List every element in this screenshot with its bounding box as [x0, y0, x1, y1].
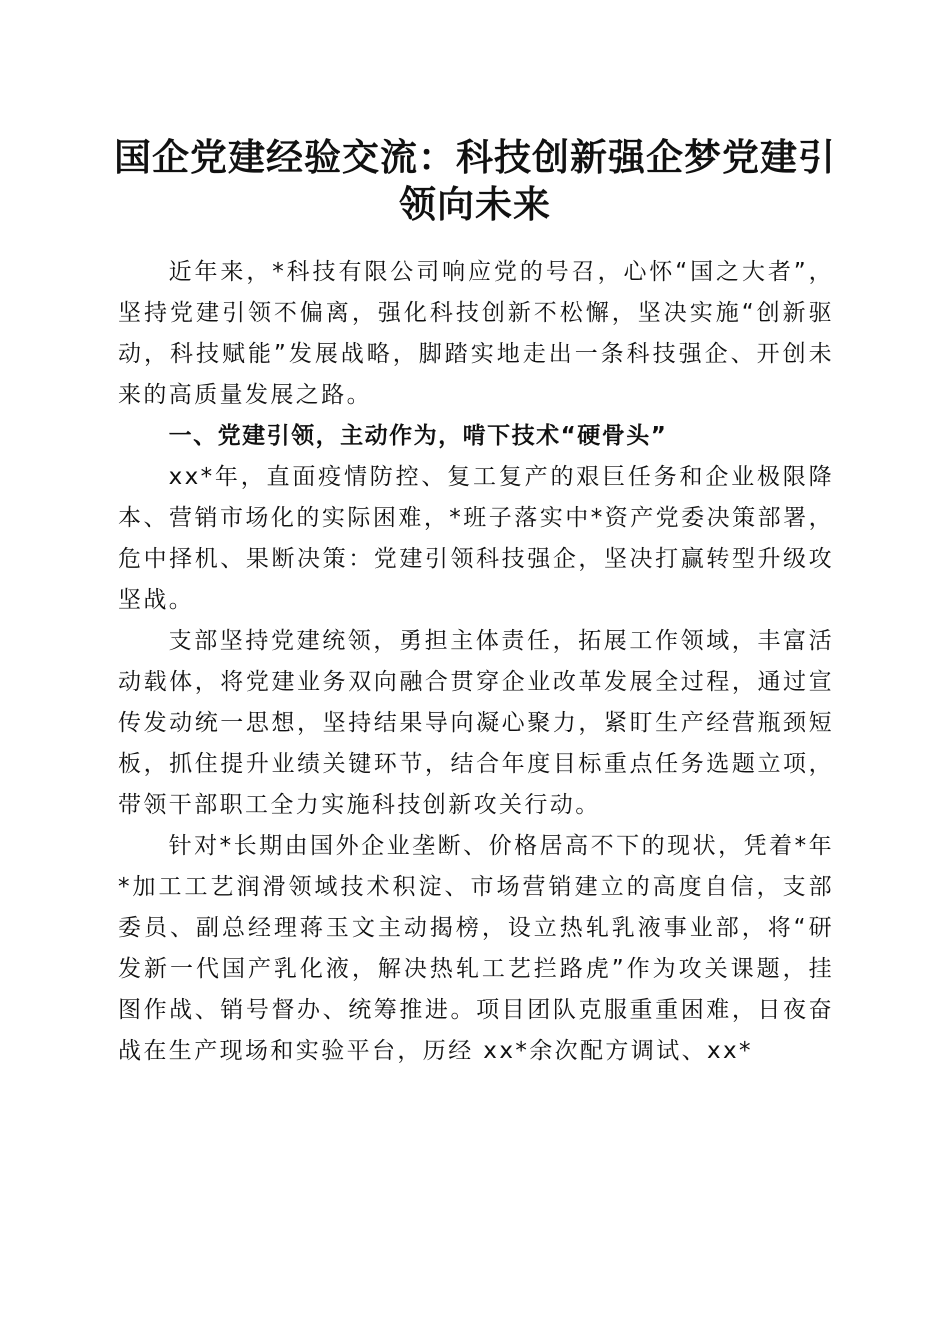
document-title: 国企党建经验交流：科技创新强企梦党建引领向未来 [114, 135, 836, 226]
paragraph: 支部坚持党建统领，勇担主体责任，拓展工作领域，丰富活动载体，将党建业务双向融合贯穿企业改革发展全过程，通过宣传发动统一思想，坚持结果导向凝心聚力，紧盯生产经营瓶颈短板，抓住提升业绩关键环节，结合年度目标重点任务选题立项，带领干部职工全力实施科技创新攻关行动。 [118, 628, 834, 818]
section-heading: 一、党建引领，主动作为，啃下技术“硬骨头” [168, 423, 668, 449]
paragraph: 针对*长期由国外企业垄断、价格居高不下的现状，凭着*年*加工工艺润滑领域技术积淀、市场营销建立的高度自信，支部委员、副总经理蒋玉文主动揭榜，设立热轧乳液事业部，将“研发新一代国产乳化液，解决热轧工艺拦路虎”作为攻关课题，挂图作战、销号督办、统筹推进。项目团队克服重重困难，日夜奋战在生产现场和实验平台，历经 xx*余次配方调试、xx* [118, 833, 834, 1064]
paragraph: xx*年，直面疫情防控、复工复产的艰巨任务和企业极限降本、营销市场化的实际困难，*班子落实中*资产党委决策部署，危中择机、果断决策：党建引领科技强企，坚决打赢转型升级攻坚战。 [118, 464, 834, 613]
paragraph-intro: 近年来，*科技有限公司响应党的号召，心怀“国之大者”，坚持党建引领不偏离，强化科技创新不松懈，坚决实施“创新驱动，科技赋能”发展战略，脚踏实地走出一条科技强企、开创未来的高质量发展之路。 [118, 259, 834, 408]
document-body [118, 252, 834, 1072]
